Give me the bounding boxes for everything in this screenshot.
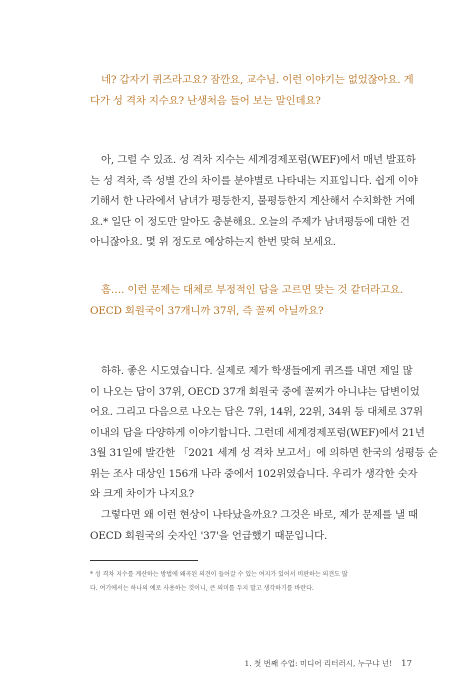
chapter-title: 1. 첫 번째 수업: 미디어 리터러시, 누구냐 넌!: [244, 659, 393, 668]
text-line: 요.* 일단 이 정도만 알아도 충분해요. 오늘의 주제가 남녀평등에 대한 건: [90, 215, 410, 228]
text-line: 흠…. 이런 문제는 대체로 부정적인 답을 고르면 맞는 것 같더라고요.: [101, 284, 403, 296]
footnote-divider: [90, 560, 198, 561]
text-line: 네? 갑자기 퀴즈라고요? 잠깐요, 교수님. 이런 이야기는 없었잖아요. 게: [101, 74, 414, 86]
professor-answer-3: [90, 505, 418, 546]
text-line: 아니잖아요. 몇 위 정도로 예상하는지 한번 맞혀 보세요.: [90, 236, 336, 248]
text-line: 아, 그럴 수 있죠. 성 격차 지수는 세계경제포럼(WEF)에서 매년 발표하: [101, 154, 416, 166]
text-line: 기해서 한 나라에서 남녀가 평등한지, 불평등한지 계산해서 수치화한 거예: [90, 195, 415, 207]
text-line: 어요. 그리고 다음으로 나오는 답은 7위, 14위, 22위, 34위 등 대체로 37위: [90, 406, 423, 418]
footnote-line: 다. 여기에서는 하나의 예로 사용하는 것이니, 큰 의미를 두지 말고 생각하기를 바란다.: [90, 585, 314, 592]
text-line: 하하. 좋은 시도였습니다. 실제로 제가 학생들에게 퀴즈를 내면 제일 많: [101, 365, 413, 377]
text-line: 이내의 답을 다양하게 이야기합니다. 그런데 세계경제포럼(WEF)에서 21년: [90, 426, 425, 439]
footnote: [90, 568, 416, 596]
text-line: 는 성 격차, 즉 성별 간의 차이를 분야별로 나타내는 지표입니다. 쉽게 이야: [90, 174, 418, 187]
text-line: 다가 성 격차 지수요? 난생처음 들어 보는 말인데요?: [90, 94, 321, 107]
professor-answer-2: [90, 361, 438, 505]
text-line: 이 나오는 답이 37위, OECD 37개 회원국 중에 꼴찌가 아니냐는 답변이었: [90, 385, 420, 398]
page-number: 17: [401, 659, 412, 669]
professor-answer-1: [90, 150, 418, 253]
page-footer: [244, 658, 412, 669]
text-line: 와 크게 차이가 나지요?: [90, 488, 194, 500]
student-question-2: [90, 280, 410, 321]
text-line: OECD 회원국의 숫자인 '37'을 언급했기 때문입니다.: [90, 529, 328, 542]
student-question-1: [90, 70, 414, 111]
text-line: 위는 조사 대상인 156개 나라 중에서 102위였습니다. 우리가 생각한 숫자: [90, 467, 418, 480]
text-line: OECD 회원국이 37개니까 37위, 즉 꼴찌 아닐까요?: [90, 304, 324, 317]
footnote-line: * 성 격차 지수를 계산하는 방법에 왜곡된 의견이 들어갈 수 있는 여지가 있어서 비판하는 의견도 많: [90, 571, 348, 578]
text-line: 3월 31일에 발간한 「2021 세계 성 격차 보고서」에 의하면 한국의 성평등 순: [90, 447, 438, 459]
text-line: 그렇다면 왜 이런 현상이 나타났을까요? 그것은 바로, 제가 문제를 낼 때: [101, 509, 418, 521]
